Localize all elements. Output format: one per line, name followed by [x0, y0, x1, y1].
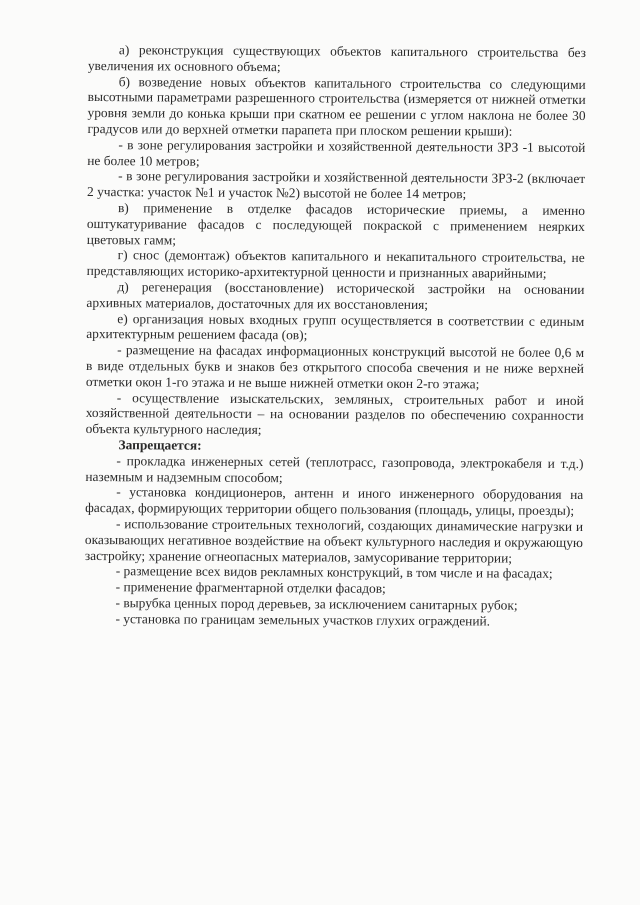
prohibited-item: - прокладка инженерных сетей (теплотрасс, газопровода, электрокабеля и т.д.) наземным и надземным способом;: [85, 452, 584, 485]
prohibited-heading: Запрещается:: [118, 437, 202, 453]
paragraph-v: в) применение в отделке фасадов исторические приемы, а именно оштукатуривание фасадов с последующей покраской с применением неярких цветовых гамм;: [86, 200, 586, 248]
paragraph-g: г) снос (демонтаж) объектов капитального и некапитального строительства, не представляющих историко-архитектурной ценности и признанных аварийными;: [86, 247, 585, 281]
document-body: [84, 42, 586, 630]
paragraph-b: б) возведение новых объектов капитального строительства со следующими высотными параметрами разрешенного строительства (измеряется от нижней отметки уровня земли до конька крыши при скатном ее решении с углом наклона не более 30 градусов или до верхней отметки парапета при плоском решении крыши):: [87, 73, 586, 139]
prohibited-item: - установка кондиционеров, антенн и иного инженерного оборудования на фасадах, формирующих территории общего пользования (площадь, улицы, проезды);: [85, 484, 584, 519]
prohibited-item: - применение фрагментарной отделки фасадов;: [115, 579, 386, 596]
paragraph-a: а) реконструкция существующих объектов капитального строительства без увеличения их основного объема;: [87, 42, 586, 74]
prohibited-item: - размещение всех видов рекламных конструкций, в том числе и на фасадах;: [115, 563, 553, 582]
prohibited-item: - использование строительных технологий, создающих динамические нагрузки и оказывающих негативное воздействие на объект культурного наследия и окружающую застройку; хранение огнеопасных материалов, замусоривание территории;: [84, 516, 584, 566]
paragraph-zrz2: - в зоне регулирования застройки и хозяйственной деятельности ЗРЗ-2 (включает 2 участка: участок №1 и участок №2) высотой не более 14 метров;: [87, 168, 586, 202]
paragraph-signage: - размещение на фасадах информационных конструкций высотой не более 0,6 м в виде отдельных букв и знаков без открытого способа свечения и не ниже верхней отметки окон 1-го этажа и не выше нижней отметки окон 2-го этажа;: [85, 342, 585, 392]
paragraph-zrz1: - в зоне регулирования застройки и хозяйственной деятельности ЗРЗ -1 высотой не более 10 метров;: [87, 136, 586, 169]
paragraph-e: е) организация новых входных групп осуществляется в соответствии с единым архитектурным решением фасада (ов);: [86, 310, 585, 343]
paragraph-d: д) регенерация (восстановление) исторической застройки на основании архивных материалов, достаточных для их восстановления;: [86, 279, 585, 312]
paragraph-surveys: - осуществление изыскательских, земляных, строительных работ и иной хозяйственной деятельности – на основании разделов по обеспечению сохранности объекта культурного наследия;: [85, 389, 584, 438]
prohibited-item: - вырубка ценных пород деревьев, за исключением санитарных рубок;: [115, 595, 518, 613]
prohibited-item: - установка по границам земельных участков глухих ограждений.: [115, 610, 491, 629]
